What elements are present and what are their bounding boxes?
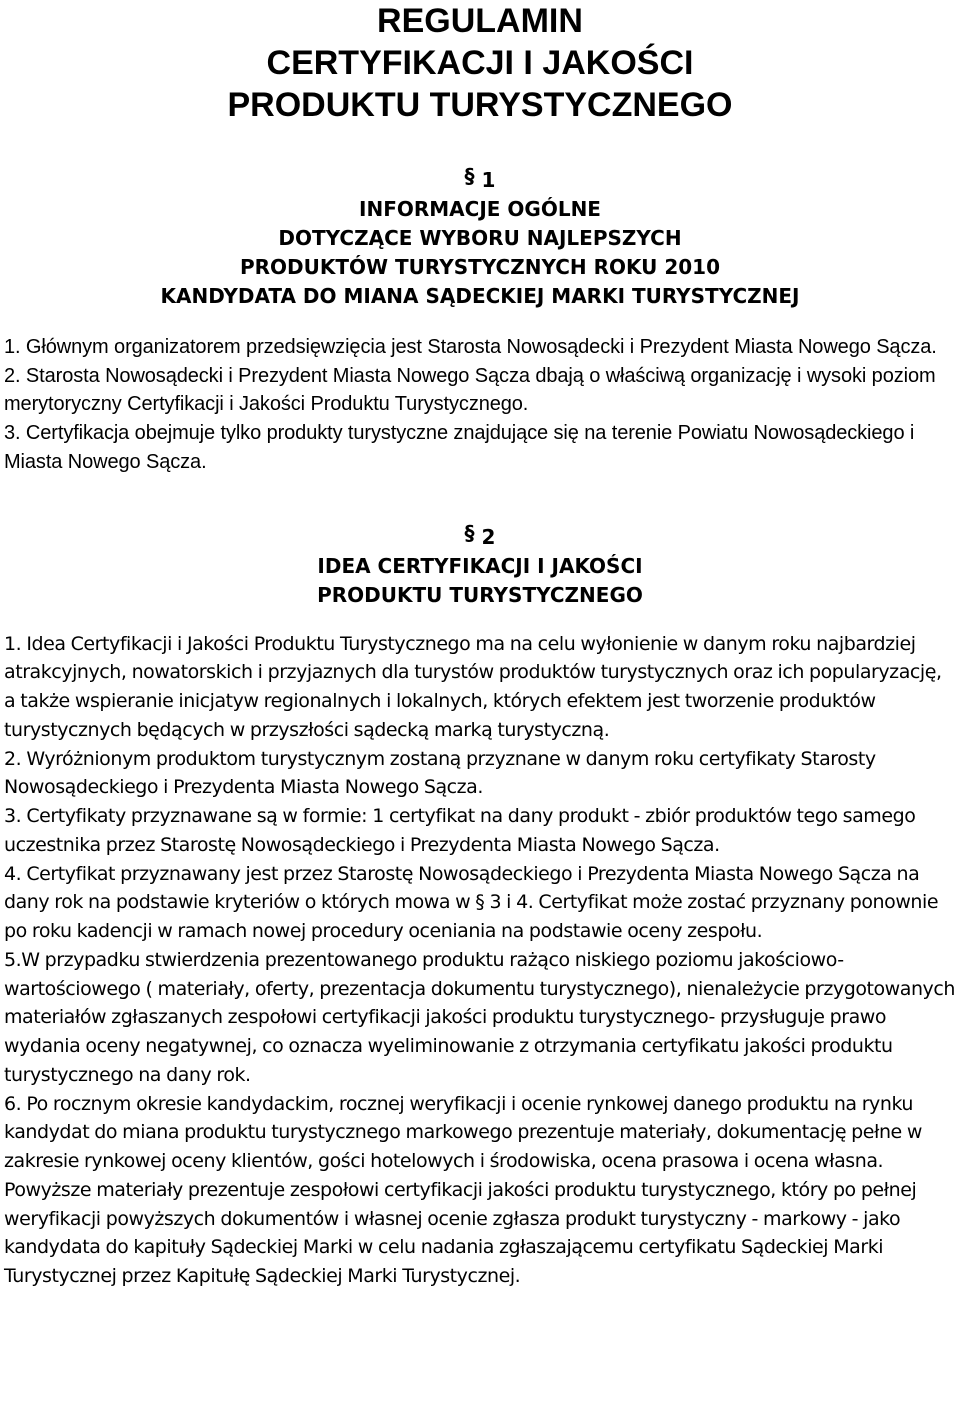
section-2-number-line [4,520,956,552]
section-1-heading-line-3: PRODUKTÓW TURYSTYCZNYCH ROKU 2010 [239,255,721,279]
section-2-number: 2 [481,524,496,549]
section-2-paragraph-6: 6. Po rocznym okresie kandydackim, rocznej weryfikacji i ocenie rynkowej danego produktu na rynku kandydat do miana produktu turystycznego markowego prezentuje materiały, dokumentację pełne w zakresie rynkowej oceny klientów, gości hotelowych i środowiska, ocena prasowa i ocena własna. Powyższe materiały prezentuje zespołowi certyfikacji jakości produktu turystycznego, który po pełnej weryfikacji powyższych dokumentów i własnej ocenie zgłasza produkt turystyczny - markowy - jako kandydata do kapituły Sądeckiej Marki w celu nadania zgłaszającemu certyfikatu Sądeckiej Marki Turystycznej przez Kapitułę Sądeckiej Marki Turystycznej. [4,1092,922,1288]
section-2-heading [4,520,956,610]
section-1-heading-line-1: INFORMACJE OGÓLNE [359,197,601,221]
section-1-body [4,333,956,477]
section-1-paragraph-3: 3. Certyfikacja obejmuje tylko produkty turystyczne znajdujące się na terenie Powiatu Nowosądeckiego i Miasta Nowego Sącza. [4,422,915,473]
section-2-body [4,630,956,1291]
section-1-heading [4,166,956,311]
section-1-number-line [4,166,956,195]
title-line-1: REGULAMIN [377,2,583,40]
section-2-paragraph-1: 1. Idea Certyfikacji i Jakości Produktu Turystycznego ma na celu wyłonienie w danym roku najbardziej atrakcyjnych, nowatorskich i przyjaznych dla turystów produktów turystycznych oraz ich popularyzację, a także wspieranie inicjatyw regionalnych i lokalnych, których efektem jest tworzenie produktów turystycznych będących w przyszłości sądecką marką turystyczną. [4,632,942,741]
section-1-paragraph-1: 1. Głównym organizatorem przedsięwzięcia jest Starosta Nowosądecki i Prezydent Miasta Nowego Sącza. [4,336,937,358]
section-2-paragraph-5: 5.W przypadku stwierdzenia prezentowanego produktu rażąco niskiego poziomu jakościowo- wartościowego ( materiały, oferty, prezentacja dokumentu turystycznego), nienależycie przygotowanych materiałów zgłaszanych zespołowi certyfikacji jakości produktu turystycznego- przysługuje prawo wydania oceny negatywnej, co oznacza wyeliminowanie z otrzymania certyfikatu jakości produktu turystycznego na dany rok. [4,948,955,1086]
section-2-paragraph-2: 2. Wyróżnionym produktom turystycznym zostaną przyznane w danym roku certyfikaty Starosty Nowosądeckiego i Prezydenta Miasta Nowego Sącza. [4,747,876,799]
section-1-paragraph-2: 2. Starosta Nowosądecki i Prezydent Miasta Nowego Sącza dbają o właściwą organizację i wysoki poziom merytoryczny Certyfikacji i Jakości Produktu Turystycznego. [4,364,936,416]
section-mark: § [464,520,475,545]
section-2-heading-line-2: PRODUKTU TURYSTYCZNEGO [317,582,643,607]
section-2-paragraph-3: 3. Certyfikaty przyznawane są w formie: 1 certyfikat na dany produkt - zbiór produktów tego samego uczestnika przez Starostę Nowosądeckiego i Prezydenta Miasta Nowego Sącza. [4,805,916,856]
section-mark: § [464,164,475,188]
document-title [4,0,956,126]
title-line-2: CERTYFIKACJI I JAKOŚCI [266,44,694,82]
section-1-heading-line-4: KANDYDATA DO MIANA SĄDECKIEJ MARKI TURYSTYCZNEJ [160,284,800,308]
section-1-heading-line-2: DOTYCZĄCE WYBORU NAJLEPSZYCH [278,226,682,250]
section-2-heading-line-1: IDEA CERTYFIKACJI I JAKOŚCI [317,553,643,578]
section-1-number: 1 [481,168,496,192]
title-line-3: PRODUKTU TURYSTYCZNEGO [227,86,733,124]
section-2-paragraph-4: 4. Certyfikat przyznawany jest przez Starostę Nowosądeckiego i Prezydenta Miasta Nowego Sącza na dany rok na podstawie kryteriów o których mowa w § 3 i 4. Certyfikat może zostać przyznany ponownie po roku kadencji w ramach nowej procedury oceniania na podstawie oceny zespołu. [4,862,939,943]
